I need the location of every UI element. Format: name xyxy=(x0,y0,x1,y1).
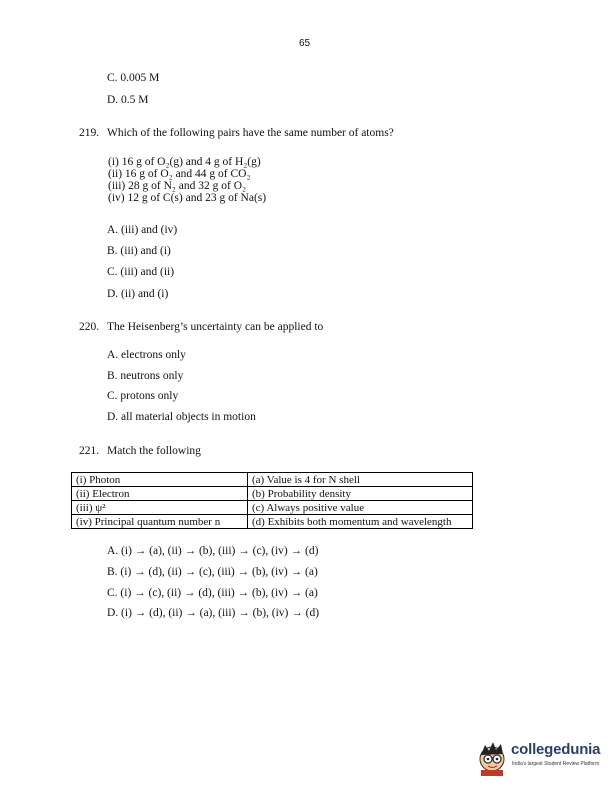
option-a: A. (iii) and (iv) xyxy=(107,224,178,236)
table-cell: (ii) Electron xyxy=(72,487,248,501)
table-row xyxy=(72,501,473,515)
question-221 xyxy=(79,445,201,457)
option-b: B. (i) → (d), (ii) → (c), (iii) → (b), (iv) → (a) xyxy=(107,566,318,578)
table-cell: (c) Always positive value xyxy=(248,501,473,515)
option-c: C. (i) → (c), (ii) → (d), (iii) → (b), (iv) → (a) xyxy=(107,587,318,599)
table-row xyxy=(72,473,473,487)
logo-brand: collegedunia xyxy=(511,741,601,758)
match-table xyxy=(71,472,473,529)
question-number: 220. xyxy=(79,321,100,333)
question-text: Match the following xyxy=(107,445,201,457)
statement-iv: (iv) 12 g of C(s) and 23 g of Na(s) xyxy=(108,192,267,204)
option-c: C. 0.005 M xyxy=(107,72,160,84)
table-cell: (iii) ψ² xyxy=(72,501,248,515)
statement-i: (i) 16 g of O₂(g) and 4 g of H₂(g) xyxy=(108,156,261,168)
table-cell: (d) Exhibits both momentum and wavelength xyxy=(248,515,473,529)
question-number: 219. xyxy=(79,127,100,139)
table-row xyxy=(72,515,473,529)
option-b: B. (iii) and (i) xyxy=(107,245,171,257)
logo-tagline: India's largest Student Review Platform xyxy=(512,761,600,767)
question-text: The Heisenberg’s uncertainty can be applied to xyxy=(107,321,324,333)
option-d: D. (i) → (d), (ii) → (a), (iii) → (b), (iv) → (d) xyxy=(107,607,320,619)
collegedunia-logo xyxy=(477,737,602,779)
page-number: 65 xyxy=(299,38,311,49)
option-a: A. electrons only xyxy=(107,349,186,361)
table-row xyxy=(72,487,473,501)
option-b: B. neutrons only xyxy=(107,370,184,382)
statement-ii: (ii) 16 g of O₂ and 44 g of CO₂ xyxy=(108,168,251,180)
question-number: 221. xyxy=(79,445,100,457)
option-c: C. protons only xyxy=(107,390,179,402)
table-cell: (iv) Principal quantum number n xyxy=(72,515,248,529)
statement-iii: (iii) 28 g of N₂ and 32 g of O₂ xyxy=(108,180,247,192)
question-220 xyxy=(79,321,323,333)
table-cell: (i) Photon xyxy=(72,473,248,487)
option-c: C. (iii) and (ii) xyxy=(107,266,175,278)
option-a: A. (i) → (a), (ii) → (b), (iii) → (c), (iv) → (d) xyxy=(107,545,319,557)
question-219 xyxy=(79,127,394,139)
question-text: Which of the following pairs have the same number of atoms? xyxy=(107,127,394,139)
mascot-icon xyxy=(477,737,511,777)
option-d: D. 0.5 M xyxy=(107,94,149,106)
table-cell: (a) Value is 4 for N shell xyxy=(248,473,473,487)
option-d: D. (ii) and (i) xyxy=(107,288,169,300)
option-d: D. all material objects in motion xyxy=(107,411,256,423)
table-cell: (b) Probability density xyxy=(248,487,473,501)
statement-list xyxy=(108,156,266,204)
